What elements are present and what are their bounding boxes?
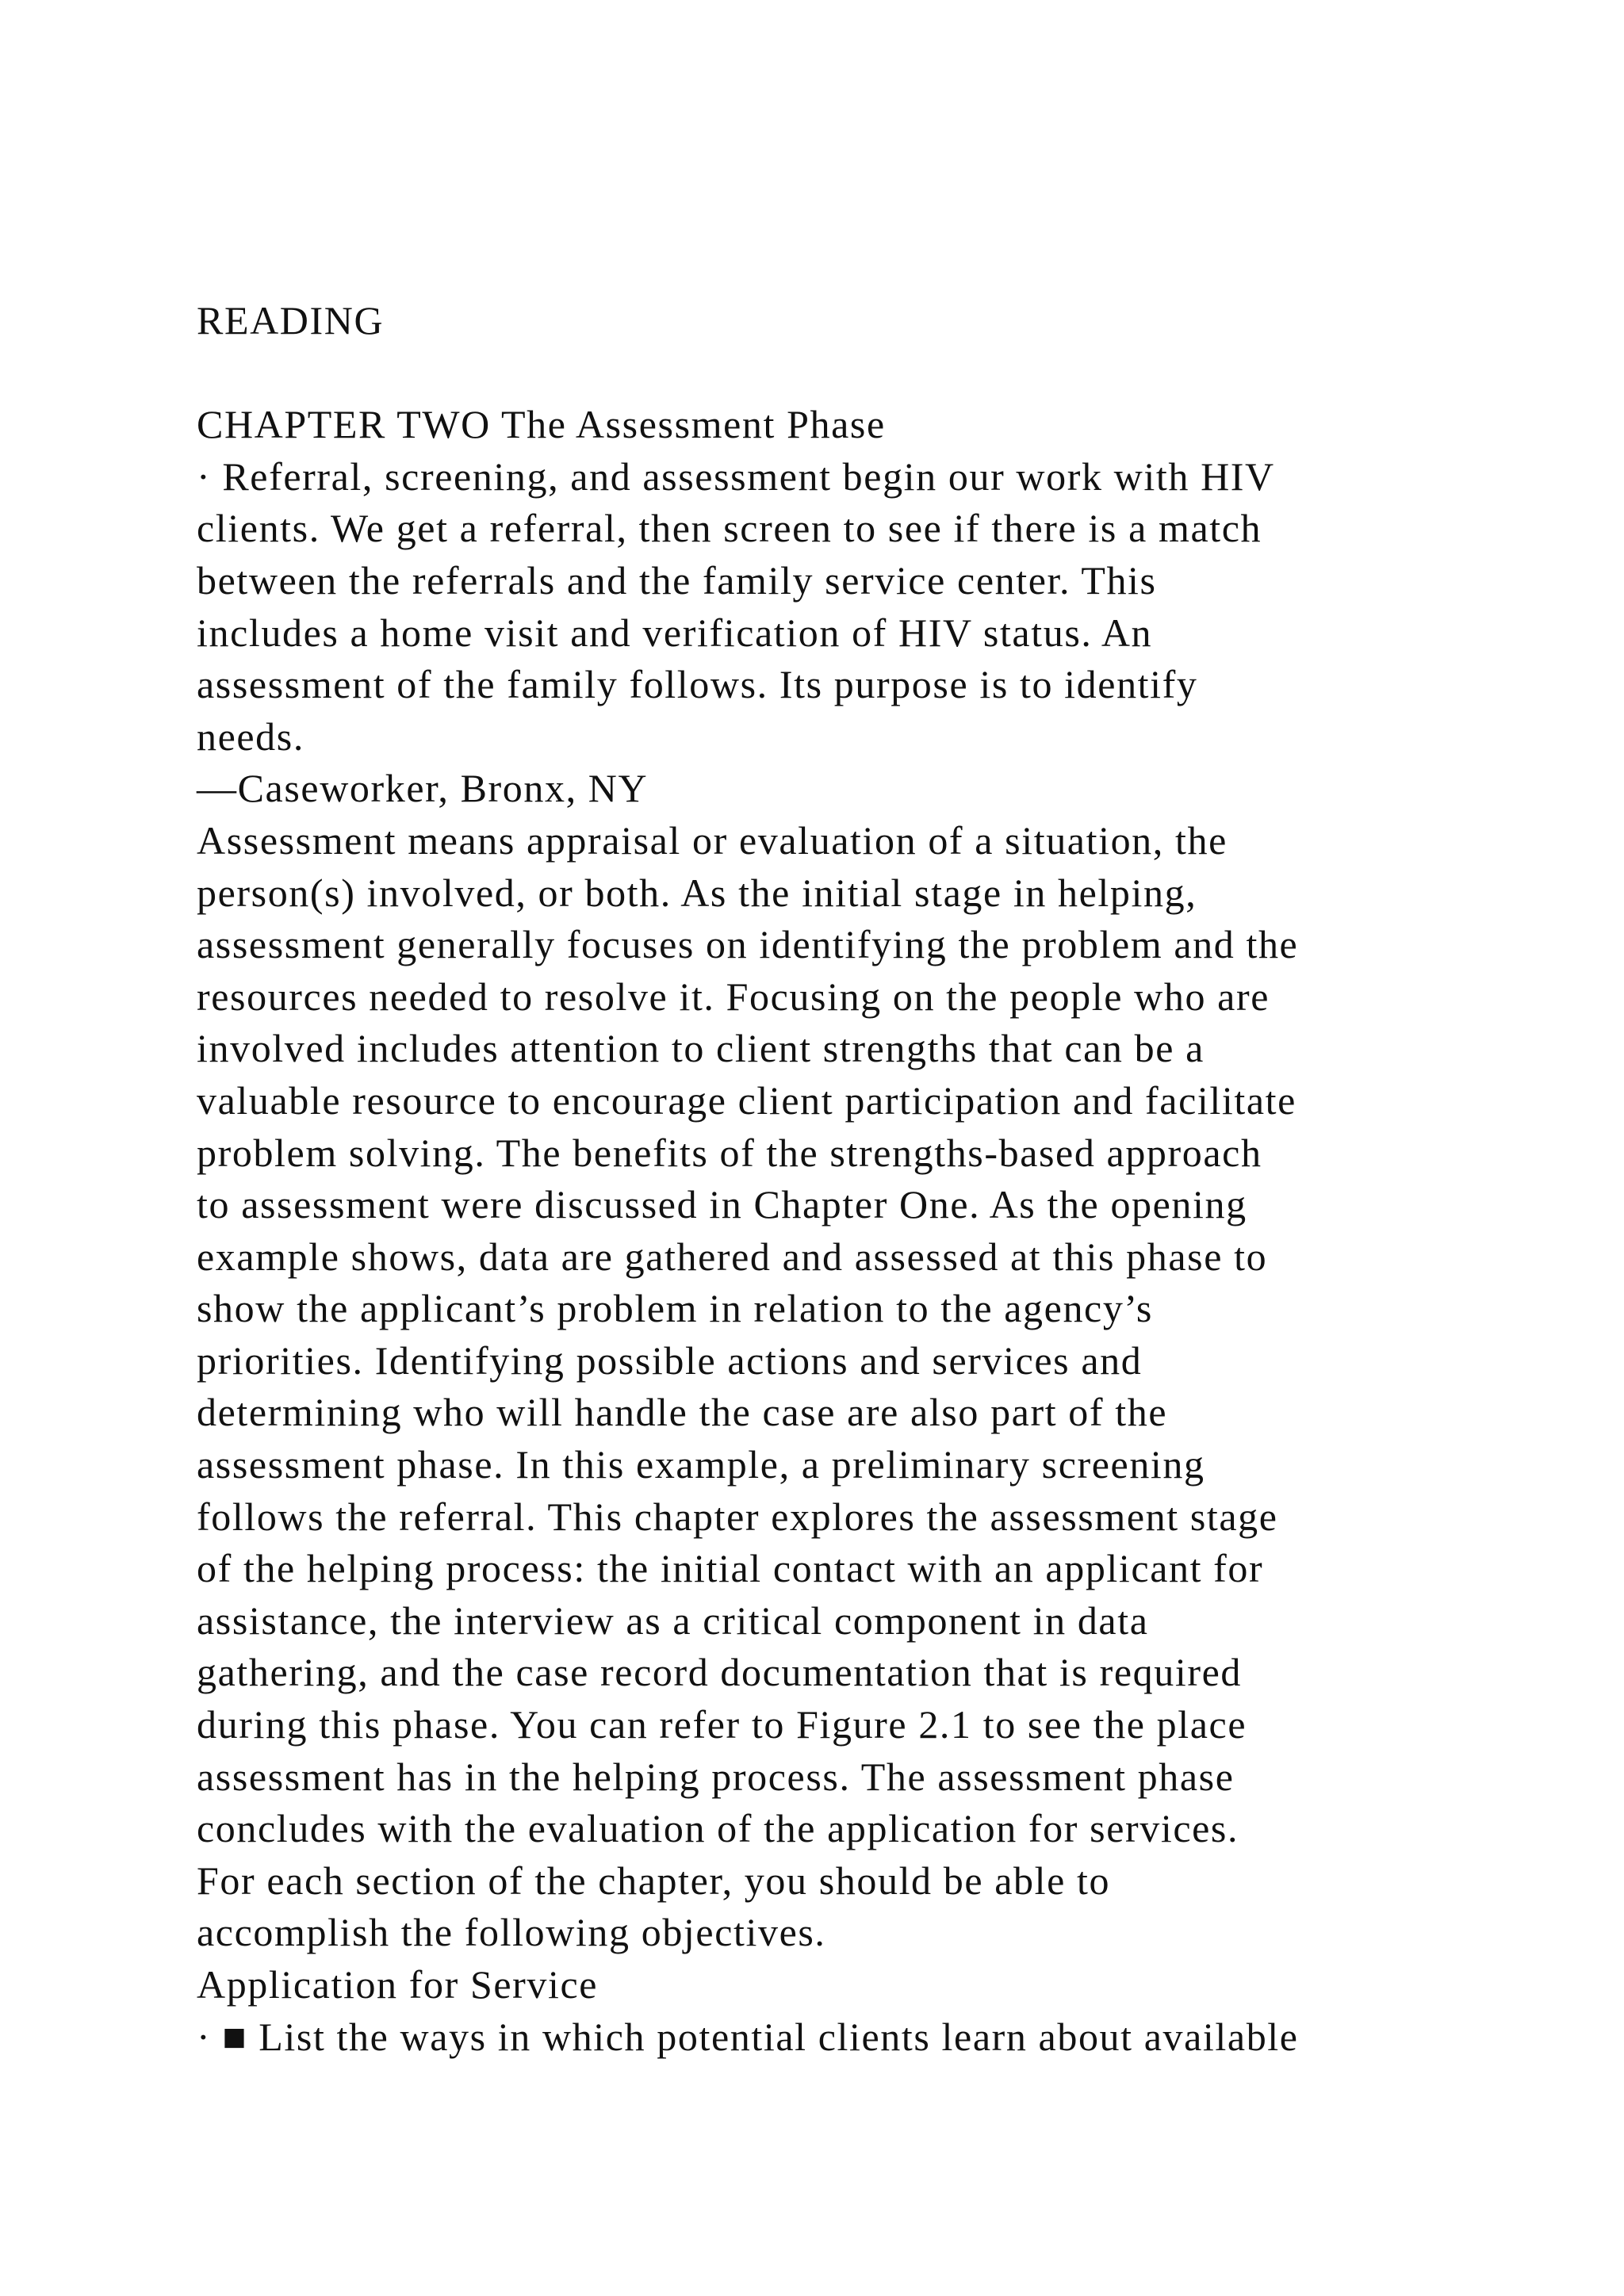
attribution-line: —Caseworker, Bronx, NY: [197, 766, 649, 811]
text-line: assistance, the interview as a critical component in data: [197, 1598, 1149, 1643]
text-line: includes a home visit and verification of HIV status. An: [197, 610, 1153, 655]
text-line: clients. We get a referral, then screen to see if there is a match: [197, 506, 1262, 551]
text-line: valuable resource to encourage client participation and facilitate: [197, 1077, 1297, 1123]
chapter-title: CHAPTER TWO The Assessment Phase: [197, 402, 886, 447]
text-line: priorities. Identifying possible actions and services and: [197, 1337, 1143, 1383]
text-line: person(s) involved, or both. As the initial stage in helping,: [197, 870, 1197, 915]
text-line: assessment has in the helping process. The assessment phase: [197, 1754, 1235, 1799]
text-line: of the helping process: the initial contact with an applicant for: [197, 1546, 1264, 1591]
section-heading: Application for Service: [197, 1962, 599, 2007]
text-line: Assessment means appraisal or evaluation of a situation, the: [197, 817, 1228, 863]
text-line: to assessment were discussed in Chapter One. As the opening: [197, 1182, 1247, 1227]
text-line: during this phase. You can refer to Figure 2.1 to see the place: [197, 1702, 1247, 1747]
bullet-line: · ■ List the ways in which potential clients learn about available: [197, 2014, 1299, 2059]
text-line: involved includes attention to client strengths that can be a: [197, 1026, 1205, 1071]
text-line: assessment of the family follows. Its purpose is to identify: [197, 662, 1198, 707]
text-line: gathering, and the case record documentation that is required: [197, 1650, 1242, 1695]
reading-heading: READING: [197, 298, 385, 342]
text-line: between the referrals and the family service center. This: [197, 557, 1157, 603]
text-line: accomplish the following objectives.: [197, 1910, 826, 1955]
text-line: problem solving. The benefits of the strengths-based approach: [197, 1130, 1262, 1175]
text-line: resources needed to resolve it. Focusing on the people who are: [197, 974, 1270, 1019]
text-line: show the applicant’s problem in relation to the agency’s: [197, 1286, 1153, 1331]
text-line: assessment phase. In this example, a preliminary screening: [197, 1442, 1205, 1487]
document-body: [197, 295, 1450, 2063]
text-line: example shows, data are gathered and assessed at this phase to: [197, 1234, 1268, 1279]
text-line: needs.: [197, 714, 304, 759]
text-line: For each section of the chapter, you should be able to: [197, 1858, 1111, 1903]
text-line: · Referral, screening, and assessment begin our work with HIV: [197, 453, 1275, 499]
text-line: concludes with the evaluation of the application for services.: [197, 1806, 1239, 1851]
text-line: assessment generally focuses on identifying the problem and the: [197, 922, 1299, 967]
text-line: follows the referral. This chapter explores the assessment stage: [197, 1494, 1278, 1539]
text-line: determining who will handle the case are also part of the: [197, 1390, 1168, 1435]
